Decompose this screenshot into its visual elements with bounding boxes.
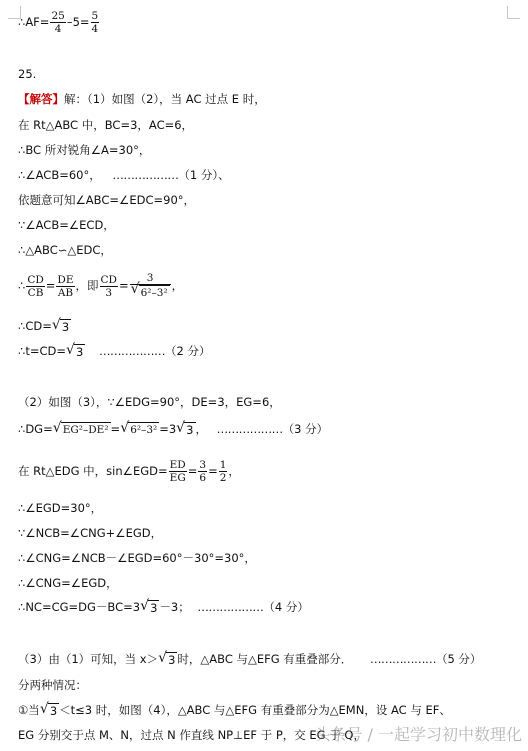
fraction [100, 274, 118, 299]
radicand: 3 [49, 703, 58, 718]
numerator: DE [57, 273, 74, 286]
fraction [26, 274, 44, 299]
text: = [110, 422, 121, 436]
text: ∴AF= [18, 15, 50, 29]
text: 在 Rt△EDG 中，sin∠EGD= [18, 464, 168, 478]
sqrt [52, 319, 71, 335]
step-line: EG 分别交于点 M、N，过点 N 作直线 NP⊥EF 于 P，交 EG 于 Q， [18, 728, 365, 742]
text: ，即 [75, 278, 99, 293]
sqrt [158, 652, 177, 668]
radicand: 3 [61, 319, 70, 334]
step-line [18, 599, 309, 616]
sin-line [18, 459, 240, 484]
numerator: 3 [199, 459, 207, 471]
numerator: CD [100, 273, 117, 286]
text: （3）由（1）可知，当 x＞ [18, 652, 159, 666]
text: =3 [159, 422, 177, 436]
step-line: ∴∠CNG=∠NCB－∠EGD=60°－30°=30°， [18, 551, 256, 565]
ratio-line [18, 272, 183, 300]
sqrt [66, 344, 85, 360]
numerator: 5 [91, 10, 99, 22]
fraction [91, 10, 100, 35]
answer-tag: 【解答】 [18, 92, 64, 106]
fraction [130, 272, 171, 300]
step-line: ∵∠ACB=∠ECD， [18, 218, 115, 232]
text: ∴ [18, 278, 26, 293]
score-mark: （5 分） [435, 652, 482, 666]
af-result-line [18, 10, 100, 35]
dot-leader: ……………… [112, 168, 179, 182]
radicand: 3 [75, 344, 84, 359]
sqrt [176, 422, 195, 438]
text: ∴∠ACB=60°， [18, 168, 101, 182]
denominator: 6 [199, 472, 207, 484]
question-number: 25. [18, 67, 37, 81]
score-mark: （2 分） [164, 344, 211, 358]
page-corner-mark [507, 6, 520, 19]
text: = [118, 278, 129, 293]
text: = [208, 464, 218, 478]
step-line: ∴△ABC∽△EDC， [18, 243, 112, 257]
text: ， [228, 464, 240, 478]
step-line: ∵∠NCB=∠CNG+∠EGD， [18, 526, 163, 540]
radicand: EG²–DE² [62, 423, 109, 436]
denominator: 4 [91, 23, 99, 35]
watermark: 头条号 / 一起学习初中数理化 [314, 725, 522, 744]
sqrt [140, 600, 159, 616]
text: 时，△ABC 与△EFG 有重叠部分． [177, 652, 353, 666]
numerator: 1 [219, 459, 227, 471]
radicand: 3 [150, 600, 158, 615]
step-line [18, 318, 71, 335]
dot-leader: ……………… [197, 600, 264, 614]
step-line [18, 651, 481, 668]
numerator: 3 [130, 272, 171, 285]
numerator: 25 [51, 10, 65, 22]
text: = [45, 278, 56, 293]
text: ①当 [18, 703, 40, 717]
dot-leader: ……………… [369, 652, 436, 666]
fraction [169, 459, 187, 484]
sqrt [131, 285, 170, 300]
step-line [18, 702, 451, 719]
dot-leader: ……………… [216, 422, 283, 436]
text: ＜t≤3 时，如图（4），△ABC 与△EFG 有重叠部分为△EMN，设 AC 与 EF、 [59, 703, 451, 717]
radicand: 3 [168, 652, 176, 667]
text: ∴t=CD= [18, 344, 66, 358]
step-line: ∴∠EGD=30°， [18, 501, 103, 515]
radicand: 6²–3² [130, 423, 158, 436]
step-line: （2）如图（3），∵∠EDG=90°，DE=3，EG=6， [18, 395, 281, 409]
denominator: 4 [54, 23, 62, 35]
text: ， [171, 278, 184, 293]
denominator: AB [57, 286, 74, 299]
fraction [219, 459, 228, 484]
denominator: 2 [219, 472, 227, 484]
denominator: CB [27, 286, 44, 299]
score-mark: （3 分） [282, 422, 329, 436]
step-line: ∴BC 所对锐角∠A=30°， [18, 143, 151, 157]
step-line: ∴∠CNG=∠EGD， [18, 576, 118, 590]
score-mark: （4 分） [263, 600, 309, 614]
radicand: 6²–3² [140, 287, 168, 299]
fraction [50, 10, 65, 35]
score-mark: （1 分）、 [178, 168, 230, 182]
numerator: ED [169, 459, 186, 471]
step-line: 依题意可知∠ABC=∠EDC=90°， [18, 193, 196, 207]
text: 解：（1）如图（2），当 AC 过点 E 时， [64, 92, 266, 106]
fraction [198, 459, 207, 484]
dg-line [18, 421, 328, 438]
step-line [18, 343, 210, 360]
answer-intro [18, 91, 266, 107]
numerator: CD [27, 273, 44, 286]
radicand: 3 [186, 422, 194, 437]
step-line: 在 Rt△ABC 中，BC=3，AC=6， [18, 118, 194, 132]
denominator: EG [169, 472, 186, 484]
fraction [56, 274, 74, 299]
text: ， [195, 422, 207, 436]
denominator: 3 [105, 286, 113, 299]
text: ∴DG= [18, 422, 53, 436]
text: –5= [66, 15, 90, 29]
sqrt [40, 703, 59, 719]
text: = [187, 464, 198, 478]
step-line: 分两种情况： [18, 678, 87, 692]
text: ∴NC=CG=DG－BC=3 [18, 600, 141, 614]
text: －3； [159, 600, 190, 614]
text: ∴CD= [18, 319, 52, 333]
sqrt [120, 422, 159, 438]
sqrt [53, 422, 111, 438]
step-line [18, 167, 230, 183]
dot-leader: ……………… [98, 344, 165, 358]
denominator [130, 285, 171, 300]
